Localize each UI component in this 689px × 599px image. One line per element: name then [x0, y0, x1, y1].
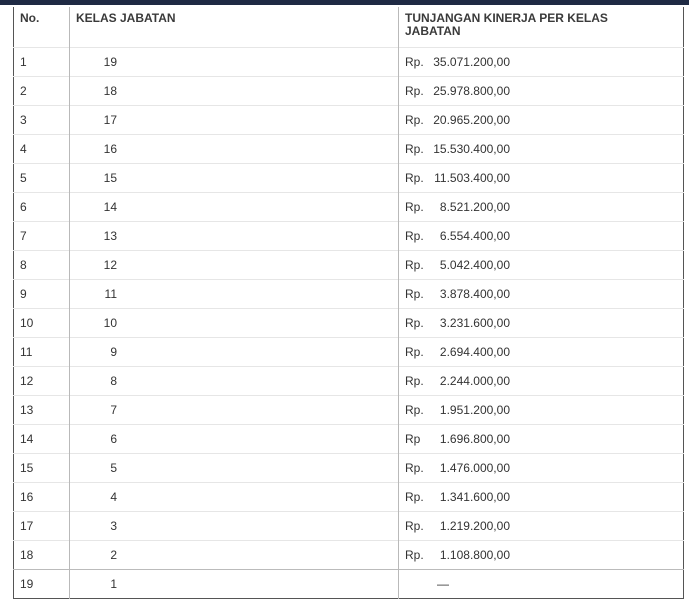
amount-value: 35.071.200,00: [433, 55, 510, 69]
amount-value: —: [437, 577, 449, 591]
cell-kelas-jabatan: [70, 193, 399, 222]
kelas-value: 8: [110, 374, 117, 388]
cell-tunjangan: [399, 280, 684, 309]
amount-value: 1.951.200,00: [439, 403, 510, 417]
amount-value: 3.878.400,00: [439, 287, 510, 301]
table-row: [14, 193, 684, 222]
currency-label: Rp.: [405, 55, 424, 69]
cell-no: 19: [14, 570, 70, 599]
cell-no: 2: [14, 77, 70, 106]
table-row: [14, 512, 684, 541]
cell-no: 5: [14, 164, 70, 193]
amount-value: 6.554.400,00: [439, 229, 510, 243]
cell-kelas-jabatan: [70, 367, 399, 396]
cell-no: 9: [14, 280, 70, 309]
amount-value: 5.042.400,00: [439, 258, 510, 272]
cell-kelas-jabatan: [70, 454, 399, 483]
cell-kelas-jabatan: [70, 425, 399, 454]
cell-kelas-jabatan: [70, 251, 399, 280]
amount-value: 8.521.200,00: [439, 200, 510, 214]
header-no: No.: [20, 11, 40, 25]
kelas-value: 6: [110, 432, 117, 446]
kelas-value: 13: [103, 229, 117, 243]
cell-tunjangan: [399, 309, 684, 338]
cell-no: 1: [14, 48, 70, 77]
table-row: [14, 367, 684, 396]
cell-tunjangan: [399, 396, 684, 425]
currency-label: Rp.: [405, 171, 424, 185]
kelas-value: 4: [110, 490, 117, 504]
currency-label: Rp: [405, 432, 421, 446]
cell-tunjangan: [399, 164, 684, 193]
cell-tunjangan: [399, 338, 684, 367]
amount-value: 11.503.400,00: [434, 171, 510, 185]
kelas-value: 3: [110, 519, 117, 533]
table-row: [14, 106, 684, 135]
cell-tunjangan: [399, 77, 684, 106]
currency-label: Rp.: [405, 258, 424, 272]
cell-tunjangan: [399, 512, 684, 541]
cell-no: 6: [14, 193, 70, 222]
cell-tunjangan: [399, 483, 684, 512]
table-row: [14, 251, 684, 280]
table-row: [14, 338, 684, 367]
amount-value: 1.476.000,00: [439, 461, 510, 475]
cell-kelas-jabatan: [70, 106, 399, 135]
cell-kelas-jabatan: [70, 309, 399, 338]
currency-label: Rp.: [405, 84, 424, 98]
kelas-value: 17: [103, 113, 117, 127]
amount-value: 2.244.000,00: [439, 374, 510, 388]
currency-label: Rp.: [405, 519, 424, 533]
cell-no: 13: [14, 396, 70, 425]
cell-kelas-jabatan: [70, 222, 399, 251]
cell-no: 8: [14, 251, 70, 280]
cell-tunjangan: [399, 454, 684, 483]
currency-label: Rp.: [405, 403, 424, 417]
cell-tunjangan: [399, 106, 684, 135]
table-row: [14, 396, 684, 425]
cell-kelas-jabatan: [70, 338, 399, 367]
cell-no: 7: [14, 222, 70, 251]
cell-tunjangan: [399, 425, 684, 454]
kelas-value: 14: [103, 200, 117, 214]
cell-tunjangan: [399, 193, 684, 222]
cell-no: 11: [14, 338, 70, 367]
currency-label: Rp.: [405, 142, 424, 156]
cell-no: 18: [14, 541, 70, 570]
table-row: [14, 309, 684, 338]
kelas-value: 15: [103, 171, 117, 185]
cell-kelas-jabatan: [70, 77, 399, 106]
table-row: [14, 483, 684, 512]
table-row: [14, 425, 684, 454]
header-kelas-jabatan: KELAS JABATAN: [70, 7, 399, 48]
cell-no: 10: [14, 309, 70, 338]
amount-value: 1.696.800,00: [439, 432, 510, 446]
kelas-value: 9: [110, 345, 117, 359]
cell-kelas-jabatan: [70, 512, 399, 541]
cell-tunjangan: [399, 570, 684, 599]
cell-no: 15: [14, 454, 70, 483]
cell-kelas-jabatan: [70, 483, 399, 512]
cell-no: 17: [14, 512, 70, 541]
amount-value: 1.108.800,00: [439, 548, 510, 562]
kelas-value: 2: [110, 548, 117, 562]
cell-kelas-jabatan: [70, 570, 399, 599]
cell-tunjangan: [399, 135, 684, 164]
top-bar: [0, 0, 689, 5]
table-row: [14, 164, 684, 193]
cell-no: 14: [14, 425, 70, 454]
cell-kelas-jabatan: [70, 541, 399, 570]
cell-no: 16: [14, 483, 70, 512]
currency-label: Rp.: [405, 490, 424, 504]
table-row: [14, 48, 684, 77]
cell-kelas-jabatan: [70, 164, 399, 193]
kelas-value: 18: [103, 84, 117, 98]
cell-kelas-jabatan: [70, 48, 399, 77]
table-row: [14, 541, 684, 570]
cell-no: 12: [14, 367, 70, 396]
amount-value: 3.231.600,00: [439, 316, 510, 330]
currency-label: Rp.: [405, 374, 424, 388]
cell-no: 4: [14, 135, 70, 164]
amount-value: 15.530.400,00: [433, 142, 510, 156]
cell-tunjangan: [399, 541, 684, 570]
amount-value: 1.219.200,00: [439, 519, 510, 533]
table-row: [14, 222, 684, 251]
cell-tunjangan: [399, 222, 684, 251]
table-row: [14, 77, 684, 106]
table-header-row: [14, 7, 684, 48]
cell-no: 3: [14, 106, 70, 135]
currency-label: Rp.: [405, 113, 424, 127]
currency-label: Rp.: [405, 200, 424, 214]
currency-label: Rp.: [405, 316, 424, 330]
cell-tunjangan: [399, 251, 684, 280]
table-row: [14, 135, 684, 164]
kelas-value: 7: [110, 403, 117, 417]
cell-kelas-jabatan: [70, 396, 399, 425]
kelas-value: 10: [103, 316, 117, 330]
table-row: [14, 280, 684, 309]
amount-value: 1.341.600,00: [439, 490, 510, 504]
currency-label: Rp.: [405, 287, 424, 301]
header-tunjangan-kinerja: TUNJANGAN KINERJA PER KELAS JABATAN: [399, 7, 684, 48]
kelas-value: 1: [110, 577, 117, 591]
currency-label: Rp.: [405, 345, 424, 359]
kelas-value: 16: [103, 142, 117, 156]
kelas-value: 12: [103, 258, 117, 272]
kelas-value: 19: [103, 55, 117, 69]
kelas-value: 5: [110, 461, 117, 475]
kelas-value: 11: [104, 287, 117, 301]
table-row: [14, 454, 684, 483]
cell-kelas-jabatan: [70, 135, 399, 164]
cell-kelas-jabatan: [70, 280, 399, 309]
table-body: [14, 48, 684, 599]
currency-label: Rp.: [405, 548, 424, 562]
currency-label: Rp.: [405, 461, 424, 475]
amount-value: 2.694.400,00: [439, 345, 510, 359]
amount-value: 25.978.800,00: [433, 84, 510, 98]
currency-label: Rp.: [405, 229, 424, 243]
table-row: [14, 570, 684, 599]
amount-value: 20.965.200,00: [433, 113, 510, 127]
cell-tunjangan: [399, 367, 684, 396]
cell-tunjangan: [399, 48, 684, 77]
allowance-table: [13, 7, 684, 599]
